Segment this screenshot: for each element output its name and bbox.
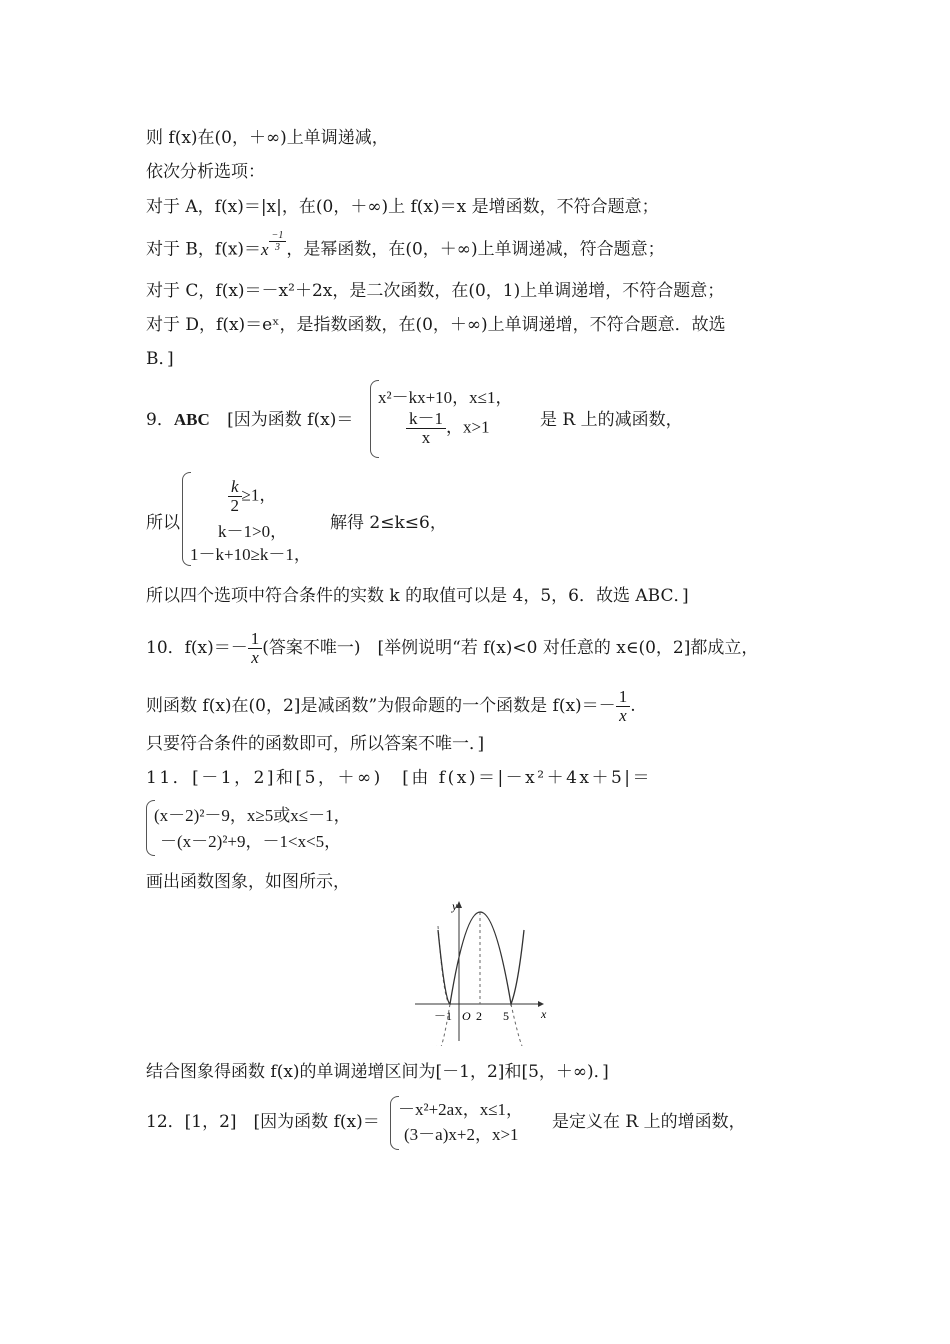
q10-line-2-den: x [619,706,627,725]
q9-answer: ABC [173,410,210,429]
q11-draw: 画出函数图象，如图所示， [146,872,350,892]
dashed-right-down [511,1004,522,1046]
line-6: 对于 D，f(x)＝eˣ，是指数函数，在(0，＋∞)上单调递增，不符合题意．故选 [146,315,726,335]
line-4-tail: ，是幂函数，在(0，＋∞)上单调递减，符合题意； [286,239,665,260]
q9-case-1: x²－kx+10，x≤1， [378,388,513,407]
y-label: y [452,899,458,913]
q10-line-1 [146,630,758,667]
q9-number: 9． [146,410,174,430]
origin-label: O [462,1009,471,1023]
q11-case-1: (x－2)²－9，x≥5或x≤－1， [154,806,351,825]
line-7: B．] [146,349,174,369]
line-4-lead: 对于 B，f(x)＝ [146,239,262,260]
q10-line-2-end: . [630,696,636,716]
q11-case-2: －(x－2)²+9，－1<x<5， [160,832,342,851]
tick-2: 2 [476,1009,482,1023]
q10-head: 10．f(x)＝－ [146,638,248,658]
q12-case-2: (3－a)x+2，x>1 [404,1125,519,1144]
q12-head: 12．[1，2] [因为函数 f(x)＝ [146,1112,380,1132]
tick-5: 5 [503,1009,509,1023]
q9-case-2-tail: ，x>1 [446,417,490,437]
dashed-left [438,926,450,1004]
q9-so-label: 所以 [146,513,180,533]
q9-system-2: k－1>0， [218,522,288,541]
power-function: x $^{\frac{-1}{3}}$ [261,240,286,259]
q9-system-1 [228,478,276,515]
q10-line-2-num: 1 [616,688,631,707]
q9-sys-1-tail: ≥1， [241,485,277,505]
function-graph [410,896,550,1046]
line-4 [146,230,665,262]
q9-tail: 是 R 上的减函数， [540,410,683,430]
q10-mid: (答案不唯一) [举例说明“若 f(x)<0 对任意的 x∈(0，2]都成立， [262,638,759,658]
q9-head-line [146,410,353,430]
q11-line-1: 11．[－1，2]和[5，＋∞) [由 f(x)＝|－x²＋4x＋5|＝ [146,768,653,788]
q10-line-2 [146,688,636,725]
x-label: x [541,1007,547,1021]
q12-case-1: －x²+2ax，x≤1， [398,1100,524,1119]
q9-system-3: 1－k+10≥k－1， [190,545,311,564]
line-3: 对于 A，f(x)＝|x|，在(0，＋∞)上 f(x)＝x 是增函数，不符合题意； [146,197,659,217]
line-2: 依次分析选项： [146,162,265,182]
q9-intro: [因为函数 f(x)＝ [227,410,354,430]
q11-conclusion: 结合图象得函数 f(x)的单调递增区间为[－1，2]和[5，＋∞)．] [146,1062,609,1082]
q10-line-3: 只要符合条件的函数即可，所以答案不唯一．] [146,734,485,754]
q10-frac-den: x [251,648,259,667]
graph-curve [438,912,524,1004]
line-1: 则 f(x)在(0，＋∞)上单调递减， [146,128,389,148]
q9-conclusion: 所以四个选项中符合条件的实数 k 的取值可以是 4，5，6．故选 ABC．] [146,586,689,606]
q12-tail: 是定义在 R 上的增函数， [552,1112,746,1132]
line-5: 对于 C，f(x)＝－x²＋2x，是二次函数，在(0，1)上单调递增，不符合题意； [146,281,725,301]
q9-solve: 解得 2≤k≤6， [330,513,447,533]
q9-case-2 [406,410,490,447]
q9-sys-1-den: 2 [230,496,240,515]
q10-frac-num: 1 [248,630,263,649]
q9-sys-1-num: k [228,478,242,497]
q9-case-2-den: x [421,428,431,447]
q9-case-2-num: k－1 [406,410,446,429]
tick-minus-1: －1 [434,1009,453,1023]
q10-line-2-text: 则函数 f(x)在(0，2]是减函数”为假命题的一个函数是 f(x)＝－ [146,696,616,716]
